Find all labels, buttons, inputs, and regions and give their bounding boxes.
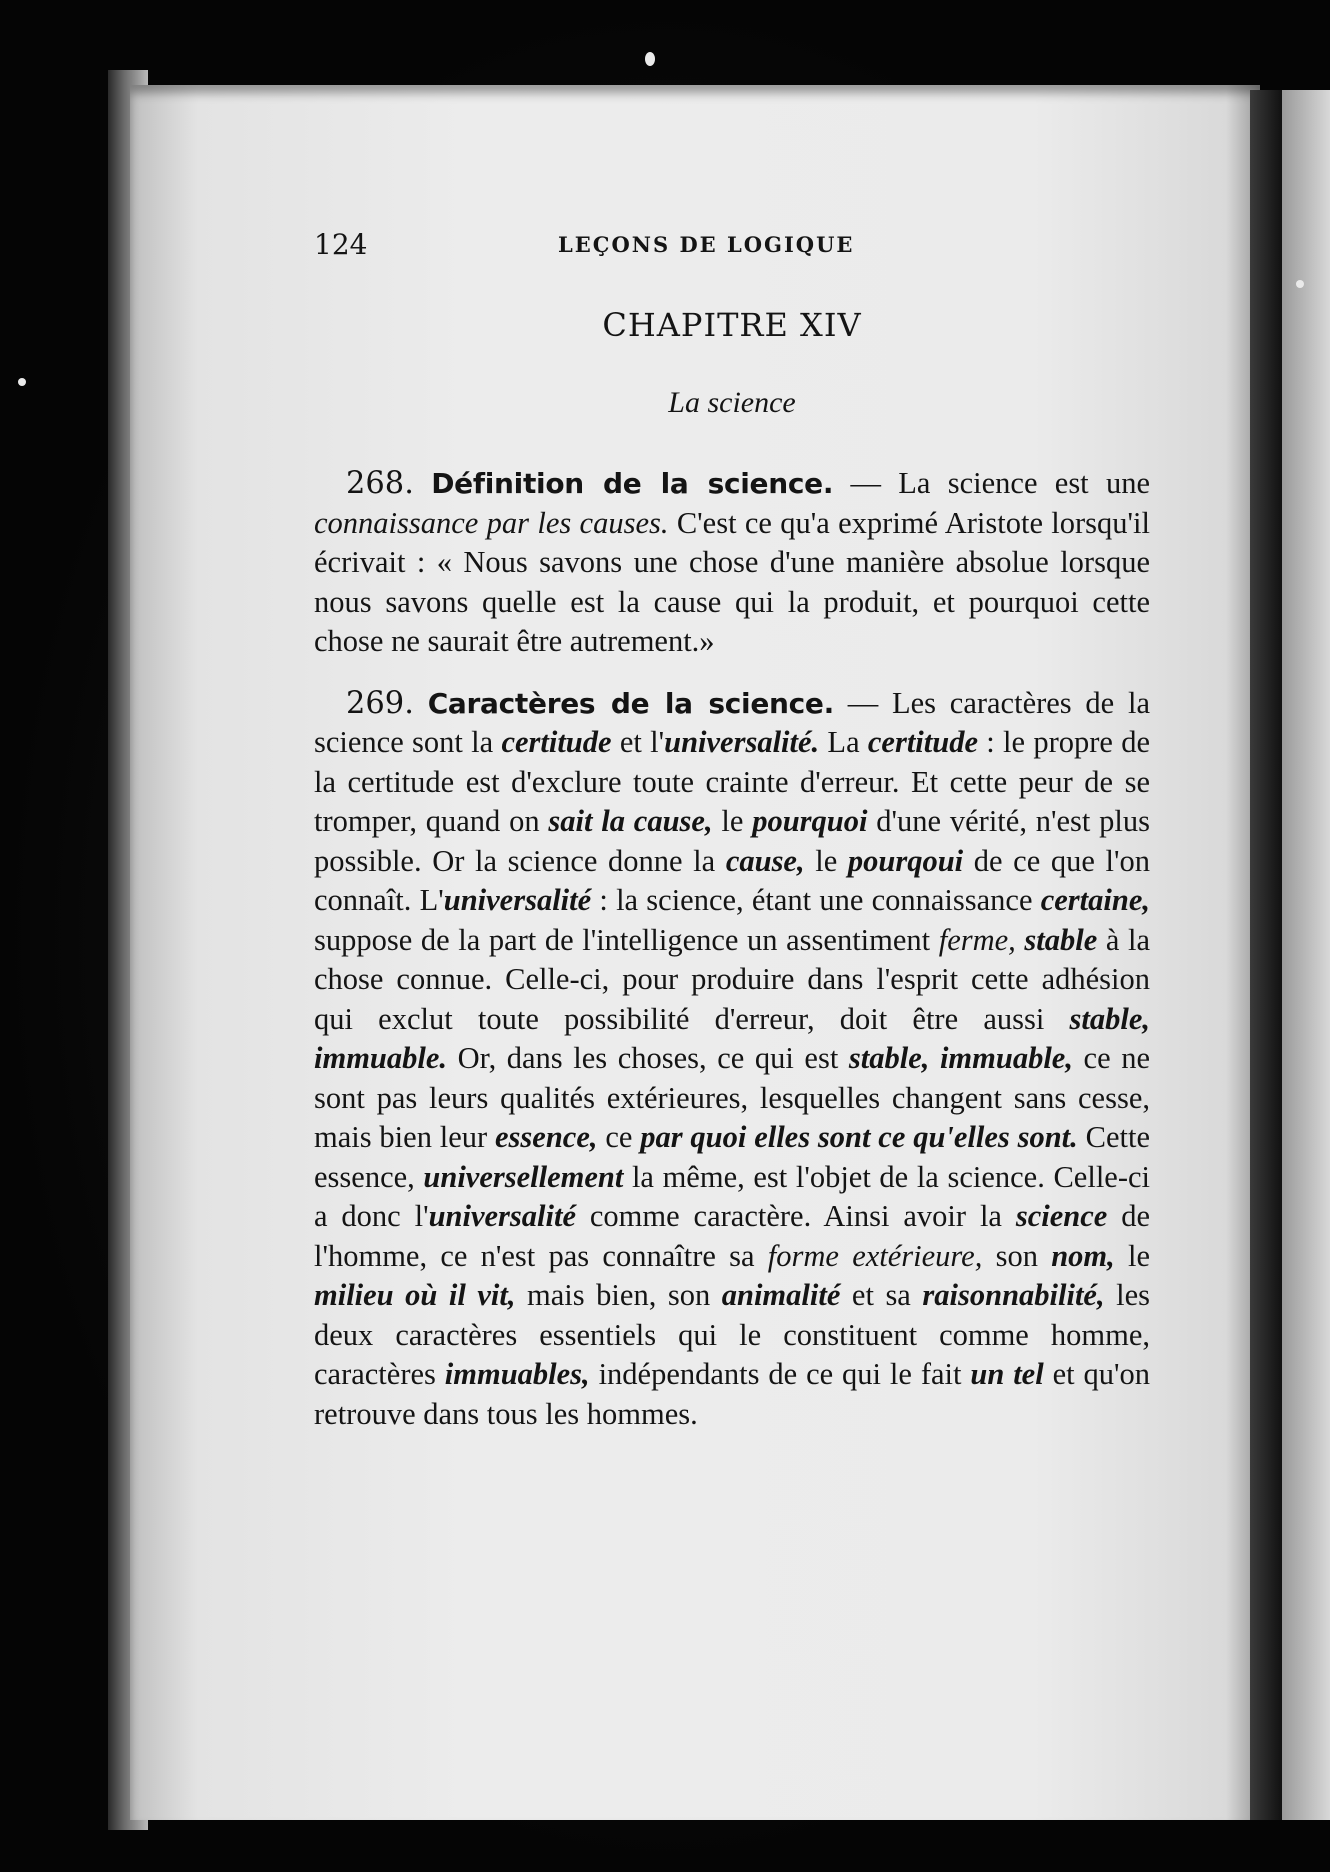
section-number: 268. <box>346 466 414 501</box>
emphasis-text: certitude <box>501 725 612 759</box>
emphasis-text: un tel <box>970 1357 1044 1391</box>
emphasis-text: certaine, <box>1040 883 1151 917</box>
emphasis-text: par quoi elles sont ce qu'elles sont. <box>640 1120 1078 1154</box>
body-text: les deux caractères essentiels qui le constituent comme homme, caractères <box>314 1278 1151 1391</box>
body-text: le <box>712 804 753 838</box>
body-text: le <box>1114 1238 1151 1273</box>
body-text: de l'homme, ce n'est pas connaître sa <box>314 1199 1150 1273</box>
emphasis-text: animalité <box>721 1278 841 1312</box>
body-text: le <box>804 843 848 878</box>
body-text: ce <box>597 1120 641 1154</box>
section-269 <box>314 684 1150 1435</box>
running-head <box>314 228 1150 268</box>
chapter-subtitle: La science <box>668 386 796 419</box>
emphasis-text: immuables, <box>444 1357 590 1391</box>
emphasis-text: universalité <box>443 883 592 917</box>
emphasis-text: universalité. <box>664 725 820 759</box>
emphasis-text: science <box>1015 1199 1108 1233</box>
body-text: indépendants de ce qui le fait <box>589 1357 971 1391</box>
body-text: Or, dans les choses, ce qui est <box>447 1041 849 1075</box>
body-text: la même, est l'objet de la science. Celle-ci a donc l' <box>314 1159 1150 1233</box>
emphasis-text: stable <box>1024 922 1098 957</box>
section-heading: Définition de la science. <box>431 467 834 500</box>
emphasis-text: stable, immuable. <box>314 1001 1150 1075</box>
body-text: de ce que l'on connaît. L' <box>314 843 1151 917</box>
emphasis-text: stable, immuable, <box>848 1041 1073 1075</box>
body-text: ce ne sont pas leurs qualités extérieures, lesquelles changent sans cesse, mais bien leur <box>314 1041 1150 1154</box>
body-text: comme caractère. Ainsi avoir la <box>576 1199 1016 1233</box>
emphasis-text: raisonnabilité, <box>922 1278 1105 1312</box>
body-text: et sa <box>840 1278 923 1312</box>
emphasis-text: connaissance par les causes. <box>314 505 669 540</box>
emphasis-text: forme extérieure, <box>767 1238 983 1273</box>
emphasis-text: milieu où il vit, <box>314 1278 516 1312</box>
body-text: à la chose connue. Celle-ci, pour produire dans l'esprit cette adhésion qui exclut toute possibilité d'erreur, doit être aussi <box>314 922 1150 1036</box>
page-number: 124 <box>314 228 368 261</box>
page-text <box>314 228 1150 1434</box>
emphasis-text: cause, <box>725 843 805 878</box>
body-text: suppose de la part de l'intelligence un assentiment <box>314 922 939 957</box>
emphasis-text: essence, <box>495 1120 598 1154</box>
emphasis-text: universalité <box>428 1199 576 1233</box>
body-text: Cette essence, <box>314 1120 1150 1194</box>
emphasis-text: nom, <box>1051 1238 1115 1273</box>
body-text: C'est ce qu'a exprimé Aristote lorsqu'il écrivait : « Nous savons une chose d'une manière absolue lorsque nous savons quelle est la cause qui la produit, et pourquoi cette chose ne saurait être autrement.» <box>314 505 1150 658</box>
section-268 <box>314 464 1150 662</box>
emphasis-text: certitude <box>867 725 979 759</box>
scan-speck <box>1296 280 1304 288</box>
next-page-edge <box>1282 90 1330 1820</box>
page-gutter-shadow <box>1250 90 1282 1820</box>
scan-speck <box>18 378 26 386</box>
body-text: — Les caractères de la science sont la <box>314 685 1150 759</box>
body-text: son <box>982 1238 1052 1273</box>
body-text: : la science, étant une connaissance <box>591 883 1041 917</box>
body-text: et l' <box>611 725 665 759</box>
emphasis-text: ferme, <box>938 922 1016 957</box>
body-text: : le propre de la certitude est d'exclure toute crainte d'erreur. Et cette peur de se tromper, quand on <box>314 725 1151 838</box>
emphasis-text: pourqoui <box>847 843 964 878</box>
emphasis-text: sait la cause, <box>548 804 713 838</box>
body-text: d'une vérité, n'est plus possible. Or la science donne la <box>314 804 1151 878</box>
section-heading: Caractères de la science. <box>427 686 834 720</box>
body-text: La <box>819 725 868 759</box>
body-text: et qu'on retrouve dans tous les hommes. <box>314 1357 1150 1431</box>
running-title: LEÇONS DE LOGIQUE <box>558 232 855 257</box>
chapter-title: CHAPITRE XIV <box>602 306 862 344</box>
body-text: — La science est une <box>833 466 1150 500</box>
scan-speck <box>645 52 655 66</box>
emphasis-text: pourquoi <box>752 804 868 838</box>
section-number: 269. <box>346 685 414 721</box>
emphasis-text: universellement <box>423 1159 624 1194</box>
body-text: mais bien, son <box>515 1278 722 1312</box>
